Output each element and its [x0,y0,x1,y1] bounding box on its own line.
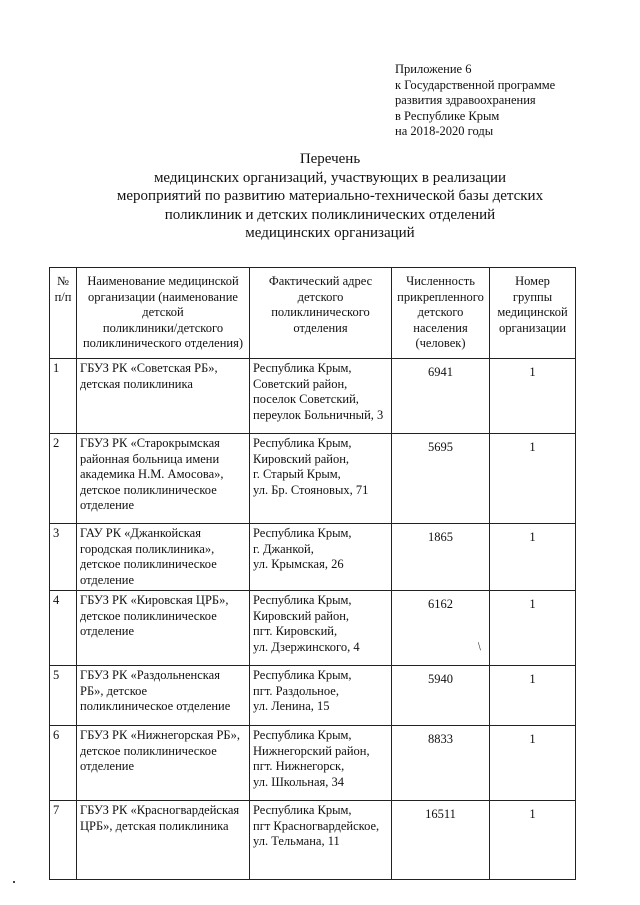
header-population: Численность прикрепленного детского населения (человек) [392,268,490,359]
population-value: 5940 [392,666,490,726]
pen-mark: / [474,639,485,653]
population-value: 1865 [392,524,490,591]
org-address: Республика Крым, Кировский район, г. Старый Крым, ул. Бр. Стояновых, 71 [250,434,392,524]
org-name: ГБУЗ РК «Раздольненская РБ», детское поликлиническое отделение [77,666,250,726]
title-line: медицинских организаций [245,225,415,241]
scan-speck [13,881,15,883]
org-address: Республика Крым, Кировский район, пгт. Кировский, ул. Дзержинского, 4 [250,591,392,666]
row-number: 5 [50,666,77,726]
header-num: № п/п [50,268,77,359]
appendix-note [395,62,555,140]
org-address: Республика Крым, Нижнегорский район, пгт. Нижнегорск, ул. Школьная, 34 [250,726,392,801]
population-value: 16511 [392,801,490,880]
appendix-line: Приложение 6 [395,62,472,76]
population-value: 6941 [392,359,490,434]
org-address: Республика Крым, Советский район, поселок Советский, переулок Больничный, 3 [250,359,392,434]
table-row [50,524,576,591]
table-row [50,801,576,880]
document-title [110,150,550,243]
row-number: 4 [50,591,77,666]
row-number: 2 [50,434,77,524]
org-address: Республика Крым, пгт. Раздольное, ул. Ленина, 15 [250,666,392,726]
header-address: Фактический адрес детского поликлинического отделения [250,268,392,359]
group-value: 1 [490,666,576,726]
table-row [50,434,576,524]
population-value: 8833 [392,726,490,801]
group-value: 1 [490,591,576,666]
group-value: 1 [490,801,576,880]
title-line: поликлиник и детских поликлинических отделений [164,206,496,223]
table-row [50,666,576,726]
population-value: 6162 [392,591,490,666]
appendix-line: к Государственной программе [395,77,556,92]
group-value: 1 [490,524,576,591]
table-row [50,359,576,434]
organizations-table [49,267,576,880]
row-number: 7 [50,801,77,880]
appendix-line: развития здравоохранения [395,93,536,107]
row-number: 3 [50,524,77,591]
org-name: ГБУЗ РК «Советская РБ», детская поликлиника [77,359,250,434]
title-line: медицинских организаций, участвующих в реализации [153,169,507,186]
header-group: Номер группы медицинской организации [490,268,576,359]
row-number: 1 [50,359,77,434]
table-header-row [50,268,576,359]
org-address: Республика Крым, г. Джанкой, ул. Крымская, 26 [250,524,392,591]
table-row [50,591,576,666]
group-value: 1 [490,359,576,434]
appendix-line: в Республике Крым [395,108,500,123]
table-row [50,726,576,801]
row-number: 6 [50,726,77,801]
population-value: 5695 [392,434,490,524]
org-name: ГАУ РК «Джанкойская городская поликлиника», детское поликлиническое отделение [77,524,250,591]
title-line: Перечень [299,151,361,167]
org-name: ГБУЗ РК «Нижнегорская РБ», детское поликлиническое отделение [77,726,250,801]
org-address: Республика Крым, пгт Красногвардейское, ул. Тельмана, 11 [250,801,392,880]
org-name: ГБУЗ РК «Кировская ЦРБ», детское поликлиническое отделение [77,591,250,666]
org-name: ГБУЗ РК «Старокрымская районная больница имени академика Н.М. Амосова», детское поликлиническое отделение [77,434,250,524]
group-value: 1 [490,434,576,524]
header-name: Наименование медицинской организации (наименование детской поликлиники/детского поликлинического отделения) [77,268,250,359]
title-line: мероприятий по развитию материально-технической базы детских [116,188,544,204]
org-name: ГБУЗ РК «Красногвардейская ЦРБ», детская поликлиника [77,801,250,880]
group-value: 1 [490,726,576,801]
appendix-line: на 2018-2020 годы [395,124,494,138]
